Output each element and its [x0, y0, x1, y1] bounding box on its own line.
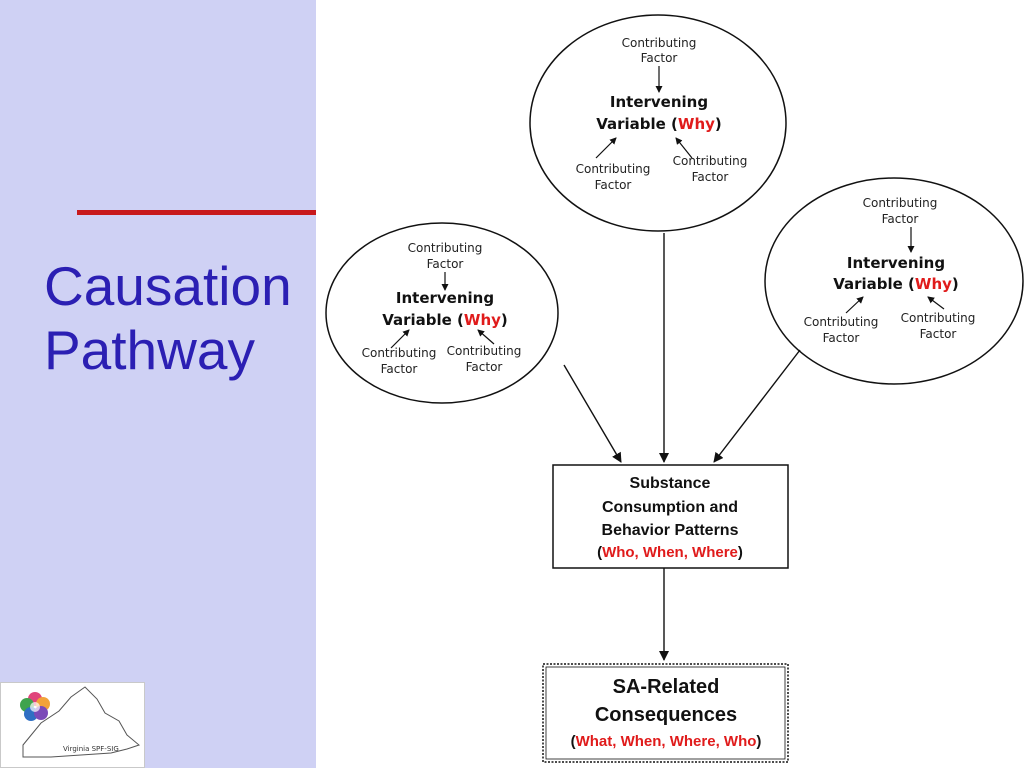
patterns-line: Consumption and [602, 499, 738, 516]
variable-label: Variable (Why) [596, 115, 722, 133]
contributing-factor-label: Factor [919, 327, 957, 341]
variable-label: Variable (Why) [382, 311, 508, 329]
intervening-label: Intervening [846, 254, 946, 272]
contributing-factor-label: Factor [822, 331, 860, 345]
contributing-factor-label: Contributing [407, 241, 483, 255]
contributing-factor-label: Contributing [446, 344, 522, 358]
causation-diagram [316, 0, 1024, 768]
contributing-factor-label: Factor [465, 360, 503, 374]
title-rule [77, 210, 316, 215]
contributing-factor-label: Contributing [803, 315, 879, 329]
consequences-line: SA-Related [612, 676, 720, 698]
contributing-factor-label: Factor [594, 178, 632, 192]
why-label: Why [463, 311, 501, 329]
intervening-label: Intervening [395, 289, 495, 307]
contributing-factor-label: Contributing [575, 162, 651, 176]
left-panel [0, 0, 316, 768]
title-line-2: Pathway [44, 319, 255, 381]
consequences-box [543, 664, 788, 762]
consequences-qualifiers: (What, When, Where, Who) [570, 733, 762, 750]
contributing-factor-label: Contributing [621, 36, 697, 50]
intervening-variable-cluster-left [326, 223, 558, 403]
logo [0, 682, 145, 768]
why-label: Why [914, 275, 952, 293]
contributing-factor-label: Factor [426, 257, 464, 271]
intervening-variable-cluster-right [765, 178, 1023, 384]
patterns-qualifiers: (Who, When, Where) [597, 544, 743, 561]
intervening-variable-cluster-top [530, 15, 786, 231]
contributing-factor-label: Factor [881, 212, 919, 226]
logo-caption: Virginia SPF-SIG [63, 745, 119, 753]
contributing-factor-label: Contributing [672, 154, 748, 168]
consequences-line: Consequences [594, 704, 738, 726]
contributing-factor-label: Contributing [361, 346, 437, 360]
behavior-patterns-box [553, 465, 788, 568]
page-title [44, 254, 314, 382]
virginia-map-logo [1, 683, 146, 769]
variable-label: Variable (Why) [833, 275, 959, 293]
patterns-line: Substance [629, 475, 711, 492]
contributing-factor-label: Contributing [862, 196, 938, 210]
connector-arrow-right [714, 350, 800, 462]
contributing-factor-label: Factor [640, 51, 678, 65]
logo-center-icon [30, 702, 40, 712]
patterns-line: Behavior Patterns [601, 522, 739, 539]
contributing-factor-label: Factor [691, 170, 729, 184]
why-label: Why [677, 115, 715, 133]
intervening-label: Intervening [609, 93, 709, 111]
contributing-factor-label: Contributing [900, 311, 976, 325]
connector-arrow-left [564, 365, 621, 462]
contributing-factor-label: Factor [380, 362, 418, 376]
title-line-1: Causation [44, 255, 292, 317]
